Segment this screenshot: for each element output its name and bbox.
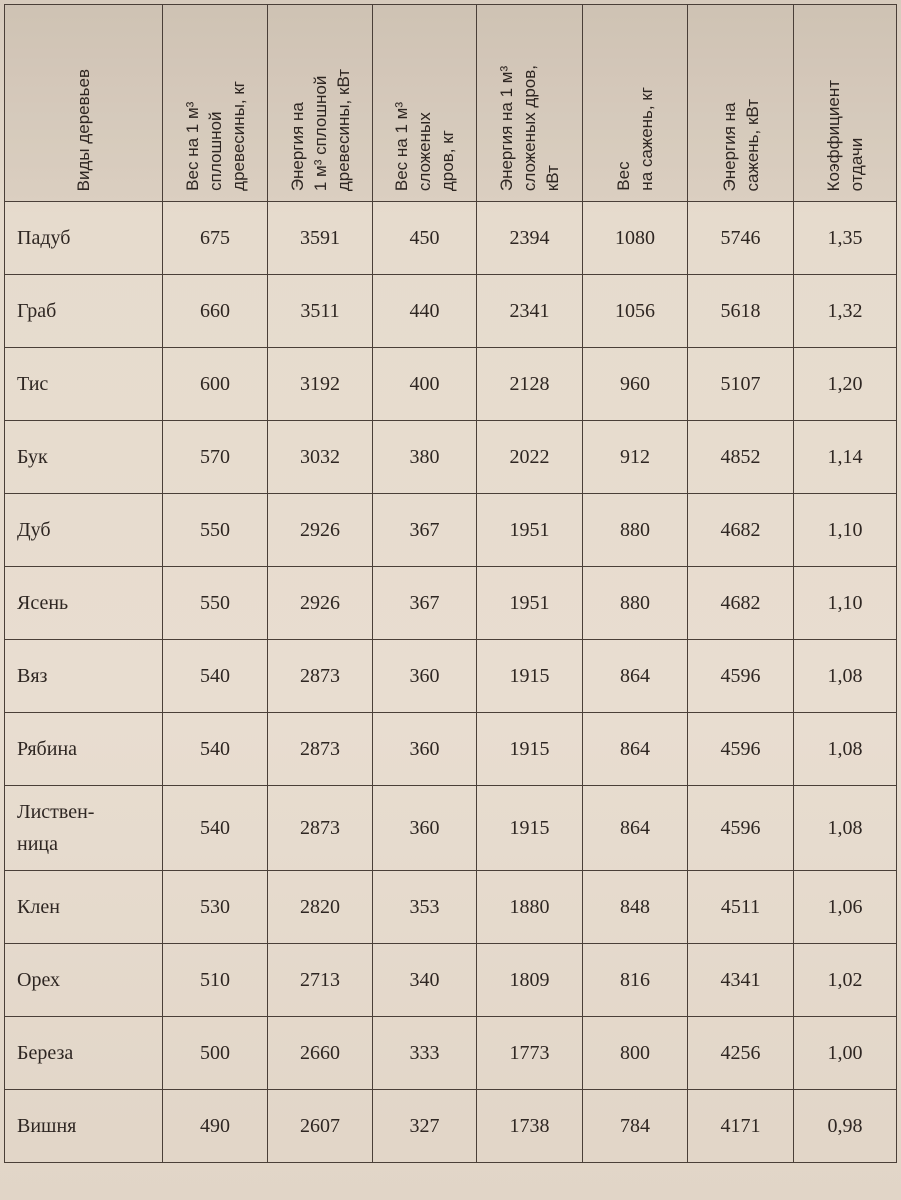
cell-solid-energy: 2820	[268, 871, 373, 944]
cell-fathom-weight: 864	[583, 713, 688, 786]
cell-coefficient: 1,14	[794, 421, 897, 494]
cell-coefficient: 1,20	[794, 348, 897, 421]
cell-stacked-weight: 333	[373, 1017, 477, 1090]
table-row	[5, 1017, 897, 1090]
cell-stacked-weight: 450	[373, 202, 477, 275]
cell-stacked-weight: 360	[373, 640, 477, 713]
species-name: Вяз	[5, 640, 163, 713]
column-header-label: Виды деревьев	[74, 68, 93, 191]
species-name: Клен	[5, 871, 163, 944]
cell-stacked-weight: 440	[373, 275, 477, 348]
cell-fathom-weight: 912	[583, 421, 688, 494]
cell-fathom-weight: 880	[583, 567, 688, 640]
cell-stacked-energy: 1809	[477, 944, 583, 1017]
column-header-coefficient	[794, 5, 897, 202]
column-header-label: Коэффициент отдачи	[824, 79, 866, 191]
cell-solid-weight: 540	[163, 713, 268, 786]
cell-solid-energy: 2873	[268, 713, 373, 786]
species-name: Ясень	[5, 567, 163, 640]
table-row	[5, 871, 897, 944]
cell-coefficient: 1,00	[794, 1017, 897, 1090]
cell-stacked-energy: 1915	[477, 713, 583, 786]
cell-solid-weight: 510	[163, 944, 268, 1017]
column-header-label: Энергия на 1 м³ сложеных дров, кВт	[497, 64, 562, 191]
cell-solid-weight: 530	[163, 871, 268, 944]
cell-fathom-weight: 784	[583, 1090, 688, 1163]
cell-fathom-weight: 960	[583, 348, 688, 421]
cell-fathom-weight: 880	[583, 494, 688, 567]
cell-stacked-energy: 2394	[477, 202, 583, 275]
cell-solid-weight: 490	[163, 1090, 268, 1163]
column-header-label: Энергия на сажень, кВт	[719, 98, 762, 191]
wood-energy-table	[4, 4, 897, 1163]
cell-fathom-weight: 1080	[583, 202, 688, 275]
cell-stacked-energy: 2128	[477, 348, 583, 421]
species-name: Граб	[5, 275, 163, 348]
cell-coefficient: 1,32	[794, 275, 897, 348]
table-row	[5, 1090, 897, 1163]
species-name: Орех	[5, 944, 163, 1017]
cell-solid-energy: 3192	[268, 348, 373, 421]
cell-coefficient: 1,06	[794, 871, 897, 944]
cell-solid-weight: 600	[163, 348, 268, 421]
species-name: Тис	[5, 348, 163, 421]
cell-solid-energy: 2607	[268, 1090, 373, 1163]
cell-fathom-energy: 4682	[688, 494, 794, 567]
table-row	[5, 786, 897, 871]
cell-solid-energy: 3511	[268, 275, 373, 348]
cell-stacked-weight: 367	[373, 567, 477, 640]
cell-stacked-energy: 1951	[477, 494, 583, 567]
cell-coefficient: 1,10	[794, 567, 897, 640]
species-name: Вишня	[5, 1090, 163, 1163]
column-header-solid-energy	[268, 5, 373, 202]
cell-solid-energy: 2660	[268, 1017, 373, 1090]
column-header-stacked-weight	[373, 5, 477, 202]
cell-coefficient: 0,98	[794, 1090, 897, 1163]
cell-stacked-weight: 327	[373, 1090, 477, 1163]
cell-fathom-weight: 816	[583, 944, 688, 1017]
cell-stacked-weight: 400	[373, 348, 477, 421]
column-header-label: Энергия на 1 м³ сплошной древесины, кВт	[287, 68, 353, 191]
cell-fathom-weight: 864	[583, 786, 688, 871]
cell-solid-energy: 2926	[268, 494, 373, 567]
species-name: Бук	[5, 421, 163, 494]
cell-fathom-energy: 4511	[688, 871, 794, 944]
cell-stacked-weight: 367	[373, 494, 477, 567]
column-header-fathom-energy	[688, 5, 794, 202]
table-row	[5, 275, 897, 348]
cell-solid-weight: 500	[163, 1017, 268, 1090]
table-header	[5, 5, 897, 202]
cell-coefficient: 1,08	[794, 786, 897, 871]
cell-fathom-weight: 800	[583, 1017, 688, 1090]
cell-fathom-energy: 5746	[688, 202, 794, 275]
cell-solid-energy: 3591	[268, 202, 373, 275]
cell-solid-energy: 2926	[268, 567, 373, 640]
cell-stacked-energy: 1951	[477, 567, 583, 640]
column-header-fathom-weight	[583, 5, 688, 202]
cell-fathom-weight: 1056	[583, 275, 688, 348]
species-name: Падуб	[5, 202, 163, 275]
header-row	[5, 5, 897, 202]
column-header-label: Вес на сажень, кг	[614, 87, 656, 191]
table-row	[5, 348, 897, 421]
species-name: Рябина	[5, 713, 163, 786]
cell-solid-weight: 675	[163, 202, 268, 275]
cell-stacked-energy: 1738	[477, 1090, 583, 1163]
cell-stacked-energy: 1915	[477, 786, 583, 871]
cell-fathom-energy: 4852	[688, 421, 794, 494]
cell-coefficient: 1,10	[794, 494, 897, 567]
cell-stacked-energy: 2022	[477, 421, 583, 494]
table-body	[5, 202, 897, 1163]
cell-stacked-weight: 360	[373, 713, 477, 786]
cell-fathom-energy: 4682	[688, 567, 794, 640]
table-row	[5, 421, 897, 494]
cell-fathom-weight: 864	[583, 640, 688, 713]
cell-solid-weight: 550	[163, 567, 268, 640]
cell-solid-weight: 540	[163, 786, 268, 871]
cell-stacked-weight: 353	[373, 871, 477, 944]
cell-fathom-energy: 4596	[688, 786, 794, 871]
column-header-solid-weight	[163, 5, 268, 202]
cell-fathom-energy: 4171	[688, 1090, 794, 1163]
cell-stacked-energy: 1915	[477, 640, 583, 713]
cell-solid-weight: 540	[163, 640, 268, 713]
cell-fathom-energy: 4596	[688, 713, 794, 786]
cell-coefficient: 1,02	[794, 944, 897, 1017]
column-header-label: Вес на 1 м³ сложеных дров, кг	[392, 101, 457, 191]
table-row	[5, 640, 897, 713]
cell-stacked-energy: 2341	[477, 275, 583, 348]
cell-stacked-energy: 1773	[477, 1017, 583, 1090]
cell-solid-energy: 2713	[268, 944, 373, 1017]
cell-fathom-weight: 848	[583, 871, 688, 944]
cell-stacked-weight: 380	[373, 421, 477, 494]
cell-stacked-weight: 360	[373, 786, 477, 871]
cell-coefficient: 1,08	[794, 640, 897, 713]
cell-solid-weight: 660	[163, 275, 268, 348]
species-name: Листвен- ница	[5, 786, 163, 871]
table-row	[5, 713, 897, 786]
table-row	[5, 494, 897, 567]
species-name: Береза	[5, 1017, 163, 1090]
table-row	[5, 202, 897, 275]
cell-fathom-energy: 5618	[688, 275, 794, 348]
cell-stacked-energy: 1880	[477, 871, 583, 944]
cell-solid-weight: 550	[163, 494, 268, 567]
cell-fathom-energy: 4341	[688, 944, 794, 1017]
cell-solid-energy: 2873	[268, 786, 373, 871]
cell-fathom-energy: 5107	[688, 348, 794, 421]
cell-fathom-energy: 4256	[688, 1017, 794, 1090]
column-header-species	[5, 5, 163, 202]
cell-solid-energy: 2873	[268, 640, 373, 713]
cell-coefficient: 1,08	[794, 713, 897, 786]
column-header-stacked-energy	[477, 5, 583, 202]
cell-solid-weight: 570	[163, 421, 268, 494]
table-row	[5, 567, 897, 640]
cell-solid-energy: 3032	[268, 421, 373, 494]
cell-stacked-weight: 340	[373, 944, 477, 1017]
species-name: Дуб	[5, 494, 163, 567]
column-header-label: Вес на 1 м³ сплошной древесины, кг	[182, 81, 248, 191]
cell-fathom-energy: 4596	[688, 640, 794, 713]
cell-coefficient: 1,35	[794, 202, 897, 275]
table-row	[5, 944, 897, 1017]
